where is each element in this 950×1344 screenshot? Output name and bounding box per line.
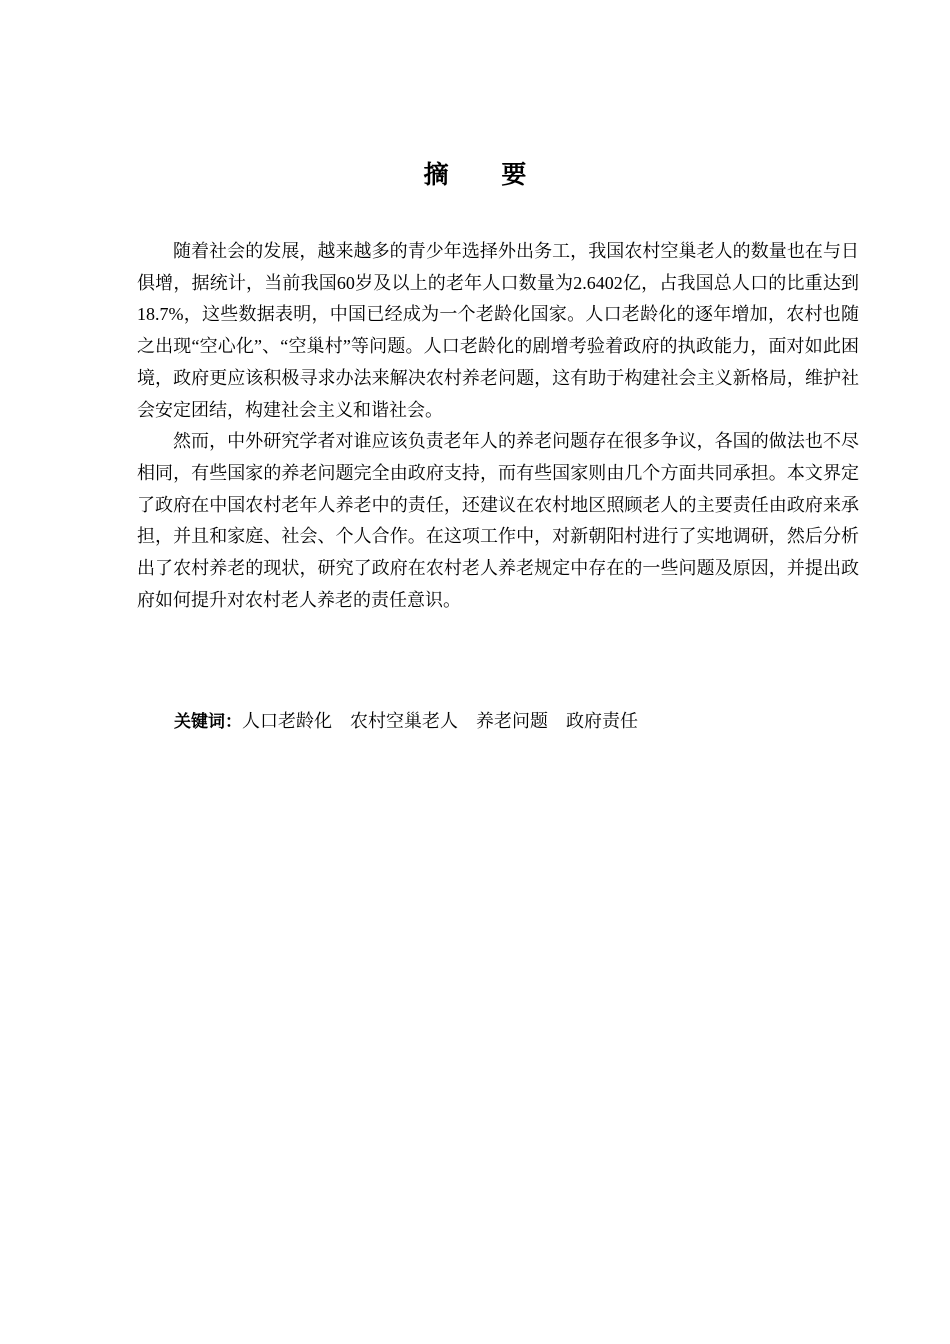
keywords-label: 关键词： [174, 712, 242, 732]
abstract-body [137, 236, 859, 616]
abstract-paragraph-1: 随着社会的发展，越来越多的青少年选择外出务工，我国农村空巢老人的数量也在与日俱增，据统计，当前我国60岁及以上的老年人口数量为2.6402亿，占我国总人口的比重达到18.7%，这些数据表明，中国已经成为一个老龄化国家。人口老龄化的逐年增加，农村也随之出现“空心化”、“空巢村”等问题。人口老龄化的剧增考验着政府的执政能力，面对如此困境，政府更应该积极寻求办法来解决农村养老问题，这有助于构建社会主义新格局，维护社会安定团结，构建社会主义和谐社会。 [137, 241, 859, 420]
keyword-item: 养老问题 [476, 711, 548, 731]
keywords-line [174, 706, 656, 738]
keyword-item: 农村空巢老人 [350, 711, 458, 731]
keyword-item: 人口老龄化 [242, 711, 332, 731]
page-title: 摘 要 [423, 160, 549, 189]
abstract-paragraph-2: 然而，中外研究学者对谁应该负责老年人的养老问题存在很多争议，各国的做法也不尽相同，有些国家的养老问题完全由政府支持，而有些国家则由几个方面共同承担。本文界定了政府在中国农村老年人养老中的责任，还建议在农村地区照顾老人的主要责任由政府来承担，并且和家庭、社会、个人合作。在这项工作中，对新朝阳村进行了实地调研，然后分析出了农村养老的现状，研究了政府在农村老人养老规定中存在的一些问题及原因，并提出政府如何提升对农村老人养老的责任意识。 [137, 431, 859, 610]
keyword-item: 政府责任 [566, 711, 638, 731]
